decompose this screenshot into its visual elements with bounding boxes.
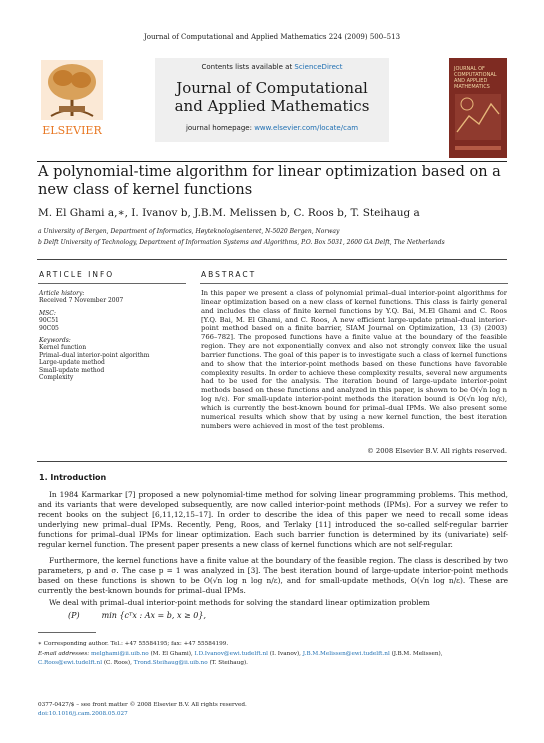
email-addresses: E-mail addresses: melghami@ii.uib.no (M. El Ghami), I.D.Ivanov@ewi.tudelft.nl (I. Ivanov), J.B.M.Melissen@ewi.tudelft.nl (J.B.M. Melissen), bbox=[38, 650, 443, 657]
article-info bbox=[39, 290, 187, 381]
footnote-rule bbox=[38, 632, 96, 633]
abstract-body: In this paper we present a class of polynomial primal–dual interior-point algorithms for linear optimization based on a new class of kernel functions. This class is fairly general and includes the class of finite kernel functions by Y.Q. Bai, M.El Ghami and C. Roos [Y.Q. Bai, M. El Ghami, and C. Roos, A new efficient large-update primal–dual interior-point method based on a finite barrier, SIAM Journal on Optimization, 13 (3) (2003) 766–782]. The proposed functions have a finite value at the boundary of the feasible region. They are not exponentially convex and also not strongly convex like the usual barrier functions. The goal of this paper is to investigate such a class of kernel functions and to show that the interior-point methods based on these functions have favorable complexity results. In order to achieve these complexity results, several new arguments had to be used for the analysis. The iteration bound of large-update interior-point methods based on these functions and analyzed in this paper, is shown to be O(√n log n log n/ε). For small-update interior-point methods the iteration bound is O(√n log n/ε), which is currently the best-known bound for primal–dual IPMs. We also present some numerical results which show that by using a new kernel function, the best iteration numbers were achieved in most of the test problems. bbox=[201, 289, 508, 430]
sciencedirect-link[interactable]: ScienceDirect bbox=[294, 63, 343, 71]
history-label: Article history: bbox=[39, 290, 85, 297]
journal-reference: Journal of Computational and Applied Mathematics 224 (2009) 500–513 bbox=[143, 33, 401, 41]
journal-title: Journal of Computational and Applied Mathematics bbox=[174, 79, 370, 115]
copyright-notice: © 2008 Elsevier B.V. All rights reserved. bbox=[366, 447, 507, 455]
doi-block bbox=[38, 701, 247, 719]
equation-body: min {cᵀx : Ax = b, x ≥ 0}, bbox=[101, 611, 206, 620]
article-info-heading: ARTICLE INFO bbox=[39, 270, 115, 279]
problem-equation bbox=[68, 611, 206, 620]
msc-code: 90C51 bbox=[39, 317, 59, 325]
keyword: Complexity bbox=[39, 374, 74, 382]
affiliation-b: b Delft University of Technology, Department of Information Systems and Algorithms, P.O. Box 5031, 2600 GA Delft, The Netherlands bbox=[38, 239, 445, 246]
keywords-label: Keywords: bbox=[39, 337, 71, 345]
abstract-rule bbox=[200, 283, 508, 284]
introduction-heading: 1. Introduction bbox=[39, 473, 107, 482]
contents-line: Contents lists available at ScienceDirect bbox=[201, 63, 343, 71]
cover-art-icon bbox=[449, 58, 507, 158]
large-update-bound: O(√n log n log n/ε) bbox=[201, 386, 508, 404]
email-link[interactable]: Trond.Steihaug@ii.uib.no bbox=[133, 660, 208, 666]
email-link[interactable]: melghami@ii.uib.no bbox=[91, 650, 149, 657]
cover-title: JOURNAL OF COMPUTATIONAL AND APPLIED MATHEMATICS bbox=[454, 66, 497, 90]
issn-line: 0377-0427/$ – see front matter © 2008 Elsevier B.V. All rights reserved. bbox=[38, 702, 247, 708]
keyword: Kernel function bbox=[39, 344, 87, 352]
history-value: Received 7 November 2007 bbox=[39, 297, 124, 305]
msc-code: 90C05 bbox=[39, 324, 59, 332]
abstract-heading: ABSTRACT bbox=[201, 270, 257, 279]
msc-label: MSC: bbox=[39, 309, 56, 317]
homepage-line: journal homepage: www.elsevier.com/locate/cam bbox=[185, 124, 359, 132]
affiliation-a: a University of Bergen, Department of Informatics, Høyteknologisenteret, N-5020 Bergen, Norway bbox=[38, 228, 340, 235]
article-info-rule bbox=[38, 283, 186, 284]
email-link[interactable]: I.D.Ivanov@ewi.tudelft.nl bbox=[194, 650, 268, 657]
corresponding-author-note: ∗ Corresponding author. Tel.: +47 55584195; fax: +47 55584199. bbox=[38, 641, 229, 647]
intro-paragraph: Furthermore, the kernel functions have a finite value at the boundary of the feasible region. The class is described by two parameters, p and σ. The case p = 1 was analyzed in [3]. The best iteration bound of large-update interior-point methods based on these functions is shown to be O(√n log n log n/ε), and for small-update methods, O(√n log n/ε). These are currently the best-known bounds for primal–dual IPMs. bbox=[38, 556, 508, 596]
small-update-bound: O(√n log n/ε) bbox=[458, 395, 505, 404]
header-rule bbox=[37, 161, 507, 162]
affiliations bbox=[38, 226, 508, 248]
doi-link[interactable]: doi:10.1016/j.cam.2008.05.027 bbox=[38, 711, 128, 717]
author-list: M. El Ghami a,∗, I. Ivanov b, J.B.M. Melissen b, C. Roos b, T. Steihaug a bbox=[38, 207, 420, 219]
email-addresses-cont: C.Roos@ewi.tudelft.nl (C. Roos), Trond.Steihaug@ii.uib.no (T. Steihaug). bbox=[38, 660, 248, 666]
section-rule bbox=[37, 461, 507, 462]
elsevier-logo bbox=[37, 58, 107, 142]
footnotes bbox=[38, 640, 508, 669]
homepage-link[interactable]: www.elsevier.com/locate/cam bbox=[254, 124, 359, 132]
keyword: Large-update method bbox=[39, 359, 105, 367]
journal-cover bbox=[449, 58, 507, 158]
publisher-name: ELSEVIER bbox=[42, 124, 102, 137]
section-rule bbox=[37, 259, 507, 260]
journal-header bbox=[37, 58, 507, 160]
equation-label: (P) bbox=[68, 611, 80, 620]
intro-paragraph: We deal with primal–dual interior-point methods for solving the standard linear optimization problem bbox=[49, 598, 430, 607]
journal-masthead bbox=[155, 58, 389, 142]
intro-paragraph: In 1984 Karmarkar [7] proposed a new polynomial-time method for solving linear programming problems. This method, and its variants that were developed subsequently, are now called interior-point methods (IPMs). For a survey we refer to recent books on the subject [6,11,12,15–17]. In order to describe the idea of this paper we need to recall some ideas underlying new primal–dual IPMs. Recently, Peng, Roos, and Terlaky [11] introduced the so-called self-regular barrier functions for primal–dual IPMs for linear optimization. Each such barrier function is determined by its (univariate) self-regular kernel function. The present paper presents a new class of kernel functions which are not self-regular. bbox=[38, 490, 508, 550]
paper-title: A polynomial-time algorithm for linear optimization based on a new class of kernel functions bbox=[38, 164, 501, 198]
email-link[interactable]: J.B.M.Melissen@ewi.tudelft.nl bbox=[302, 650, 390, 657]
keyword: Primal–dual interior-point algorithm bbox=[39, 351, 150, 359]
keyword: Small-update method bbox=[39, 366, 105, 374]
email-link[interactable]: C.Roos@ewi.tudelft.nl bbox=[38, 660, 103, 666]
